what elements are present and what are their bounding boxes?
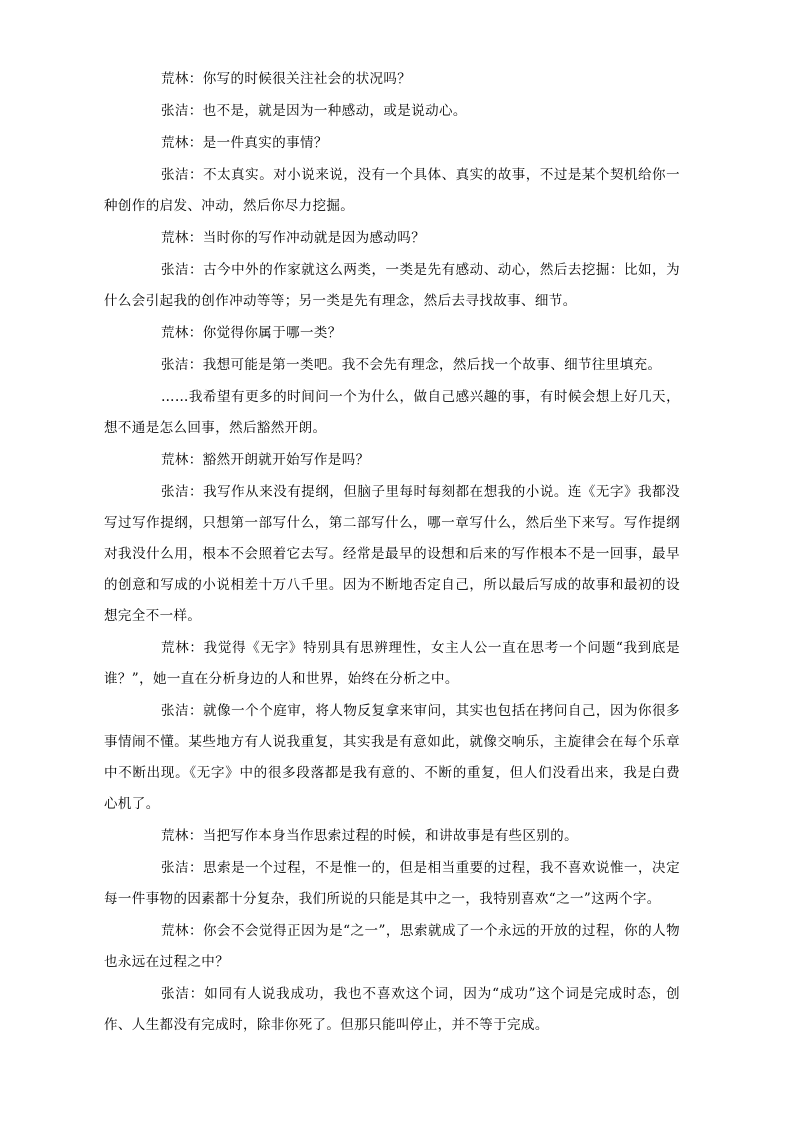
paragraph: 荒林：豁然开朗就开始写作是吗？: [161, 452, 370, 468]
paragraph: 张洁：我写作从来没有提纲，但脑子里每时每刻都在想我的小说。连《无字》我都没写过写作提纲，只想第一部写什么，第二部写什么，哪一章写什么，然后坐下来写。写作提纲对我没什么用，根本不会照着它去写。经常是最早的设想和后来的写作根本不是一回事，最早的创意和写成的小说相差十万八千里。因为不断地否定自己，所以最后写成的故事和最初的设想完全不一样。: [104, 484, 680, 624]
paragraph: 张洁：古今中外的作家就这么两类，一类是先有感动、动心，然后去挖掘：比如，为什么会引起我的创作冲动等等；另一类是先有理念，然后去寻找故事、细节。: [104, 262, 680, 309]
paragraph: 荒林：当把写作本身当作思索过程的时候，和讲故事是有些区别的。: [161, 828, 578, 844]
paragraph: 张洁：也不是，就是因为一种感动，或是说动心。: [161, 103, 467, 119]
paragraph: 张洁：就像一个个庭审，将人物反复拿来审问，其实也包括在拷问自己，因为你很多事情闹不懂。某些地方有人说我重复，其实我是有意如此，就像交响乐，主旋律会在每个乐章中不断出现。《无字》中的很多段落都是我有意的、不断的重复，但人们没看出来，我是白费心机了。: [104, 703, 680, 812]
paragraph: 荒林：当时你的写作冲动就是因为感动吗？: [161, 230, 426, 246]
interview-transcript: [104, 64, 680, 1042]
paragraph: 张洁：我想可能是第一类吧。我不会先有理念，然后找一个故事、细节往里填充。: [161, 357, 662, 373]
paragraph: 荒林：我觉得《无字》特别具有思辨理性，女主人公一直在思考一个问题“我到底是谁？”，她一直在分析身边的人和世界，始终在分析之中。: [104, 640, 680, 687]
paragraph: 张洁：思索是一个过程，不是惟一的，但是相当重要的过程，我不喜欢说惟一，决定每一件事物的因素都十分复杂，我们所说的只能是其中之一，我特别喜欢“之一”这两个字。: [104, 860, 680, 907]
paragraph: 荒林：你觉得你属于哪一类？: [161, 325, 342, 341]
paragraph: 张洁：如同有人说我成功，我也不喜欢这个词，因为“成功”这个词是完成时态，创作、人生都没有完成时，除非你死了。但那只能叫停止，并不等于完成。: [104, 986, 680, 1033]
paragraph: 荒林：是一件真实的事情？: [161, 135, 328, 151]
paragraph: ……我希望有更多的时间问一个为什么，做自己感兴趣的事，有时候会想上好几天，想不通是怎么回事，然后豁然开朗。: [104, 389, 680, 436]
paragraph: 荒林：你写的时候很关注社会的状况吗？: [161, 71, 412, 87]
paragraph: 张洁：不太真实。对小说来说，没有一个具体、真实的故事，不过是某个契机给你一种创作的启发、冲动，然后你尽力挖掘。: [104, 167, 680, 214]
paragraph: 荒林：你会不会觉得正因为是“之一”，思索就成了一个永远的开放的过程，你的人物也永远在过程之中？: [104, 923, 680, 970]
